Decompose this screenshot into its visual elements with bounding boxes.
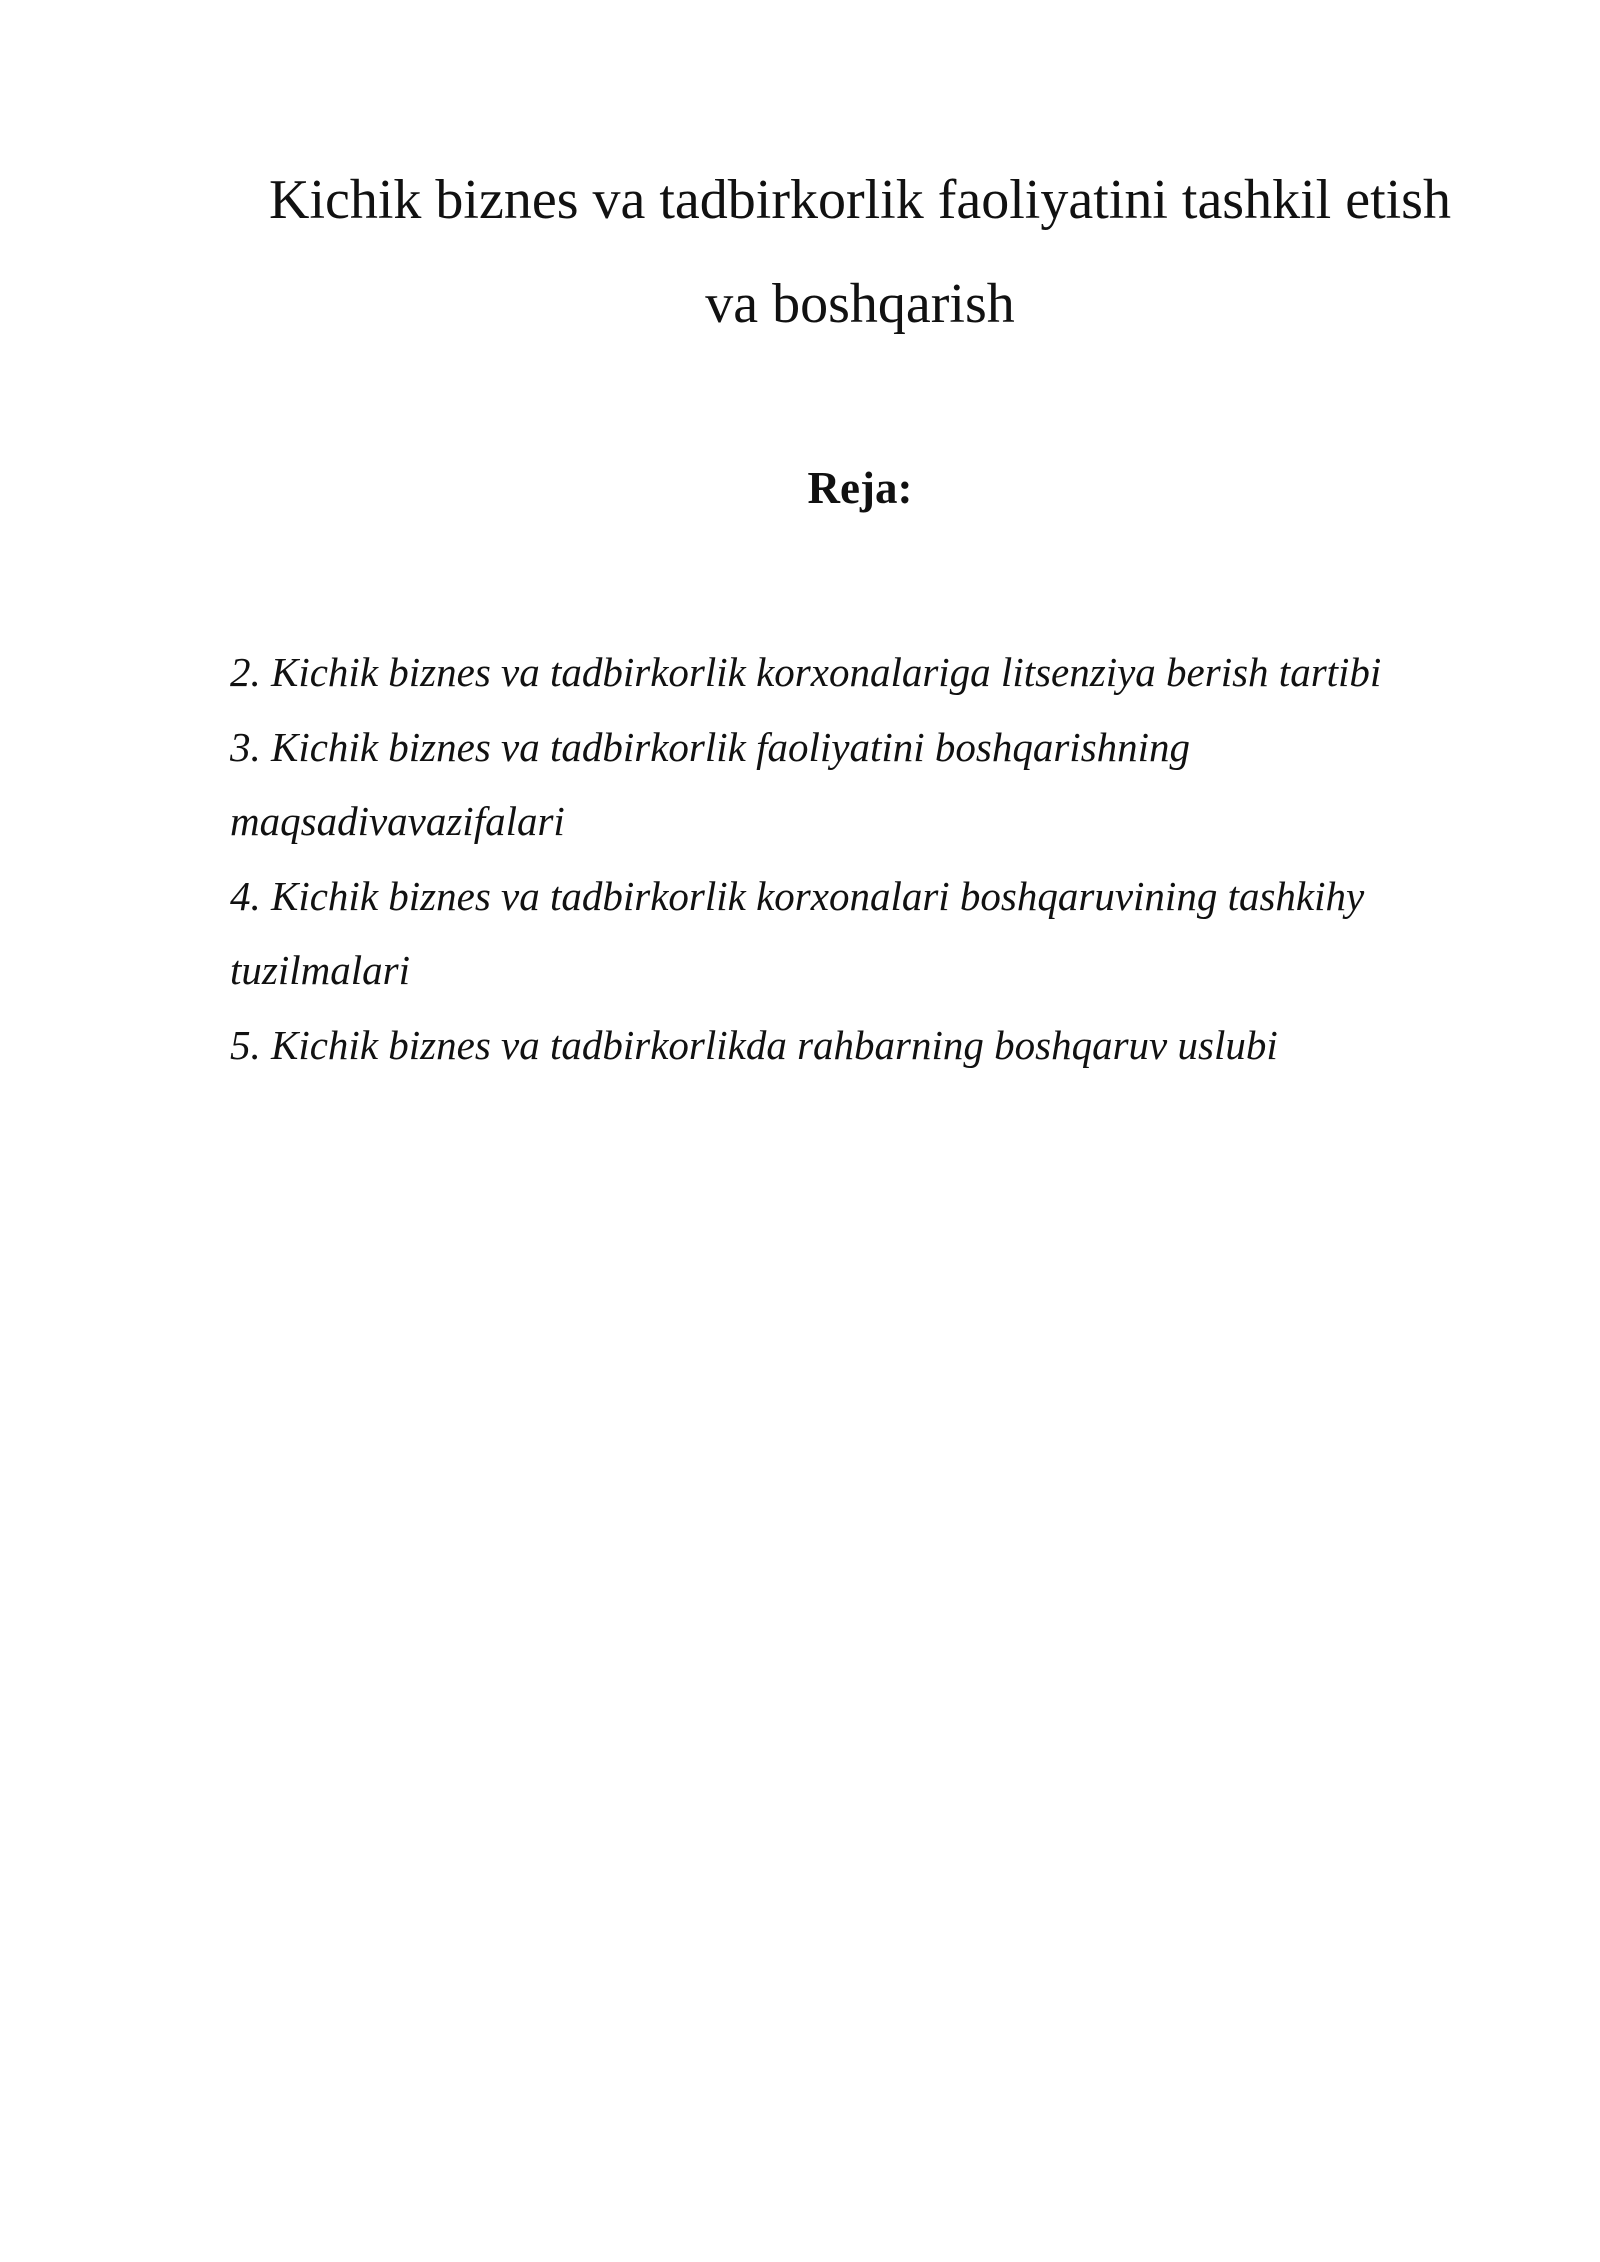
- plan-item-line: 3. Kichik biznes va tadbirkorlik faoliyatini boshqarishning: [230, 723, 1191, 770]
- plan-item-line: tuzilmalari: [230, 947, 410, 993]
- plan-item-line: maqsadivavazifalari: [230, 798, 565, 844]
- document-title-line: va boshqarish: [705, 273, 1015, 335]
- plan-item-line: 5. Kichik biznes va tadbirkorlikda rahbarning boshqaruv uslubi: [230, 1021, 1278, 1068]
- plan-item-line: 4. Kichik biznes va tadbirkorlik korxonalari boshqaruvining tashkihy: [230, 872, 1365, 919]
- plan-list: [230, 635, 1430, 1082]
- document-title-line: Kichik biznes va tadbirkorlik faoliyatini tashkil etish: [269, 169, 1451, 231]
- plan-heading: Reja:: [807, 463, 913, 513]
- plan-item-line: 2. Kichik biznes va tadbirkorlik korxonalariga litsenziya berish tartibi: [230, 649, 1382, 695]
- document-title: [230, 148, 1490, 356]
